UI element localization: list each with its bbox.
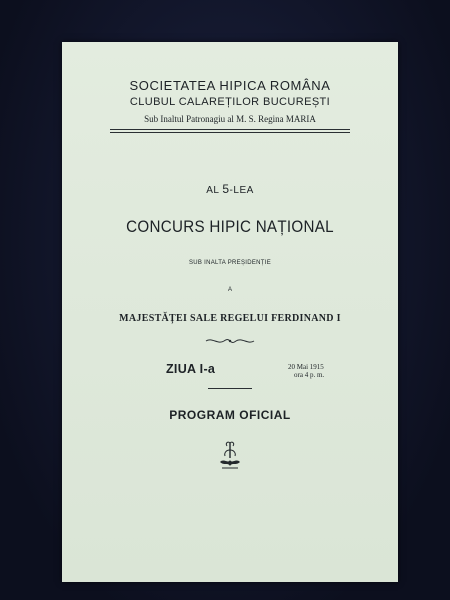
society-name: SOCIETATEA HIPICA ROMÂNA xyxy=(129,78,331,93)
majesty-line: MAJESTĂȚEI SALE REGELUI FERDINAND I xyxy=(119,313,341,324)
header-rule-thick xyxy=(110,129,350,130)
horse-emblem-icon xyxy=(216,440,244,472)
program-title: PROGRAM OFICIAL xyxy=(169,408,291,422)
patronage-line: Sub Inaltul Patronagiu al M. S. Regina MARIA xyxy=(144,114,316,124)
club-name: CLUBUL CALAREȚILOR BUCUREȘTI xyxy=(129,96,331,108)
edition-suffix: -LEA xyxy=(229,185,254,196)
edition-line xyxy=(62,182,398,196)
date-line: 20 Mai 1915 xyxy=(288,363,324,371)
day-label: ZIUA I-a xyxy=(166,362,216,376)
edition-prefix: AL xyxy=(206,185,220,196)
event-title: CONCURS HIPIC NAȚIONAL xyxy=(126,218,334,236)
time-line: ora 4 p. m. xyxy=(294,371,325,379)
connector-line: A xyxy=(227,287,232,293)
header-rule-thin xyxy=(110,132,350,133)
ornament-divider-icon xyxy=(204,336,256,346)
day-rule xyxy=(208,388,252,389)
program-page xyxy=(62,42,398,582)
edition-number: 5 xyxy=(222,182,230,196)
presidency-line: SUB INALTA PREȘIDENȚIE xyxy=(188,260,272,266)
